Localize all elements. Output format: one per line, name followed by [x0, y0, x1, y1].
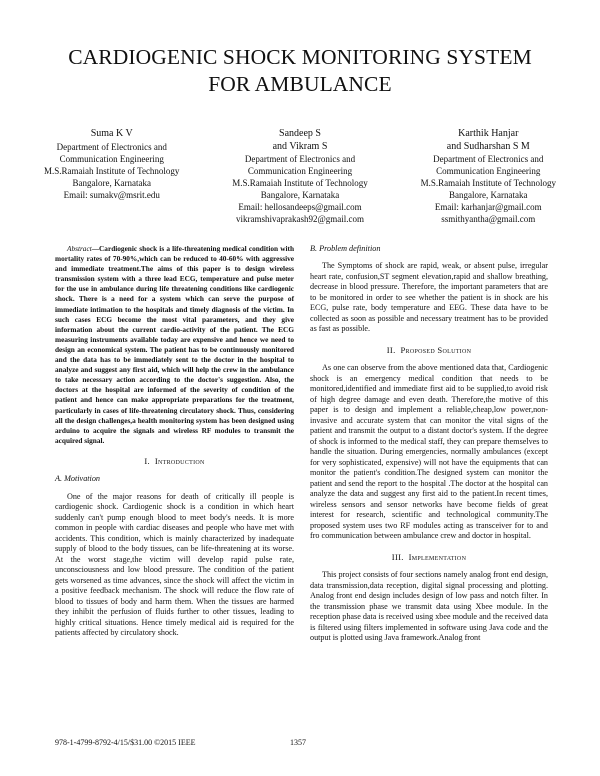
- author-dept: Communication Engineering: [59, 153, 164, 164]
- author-email: Email: sumakv@msrit.edu: [63, 189, 160, 200]
- author-1: [44, 128, 179, 225]
- author-institute: M.S.Ramaiah Institute of Technology: [420, 178, 556, 188]
- abstract-text: —Cardiogenic shock is a life-threatening medical condition with mortality rates of 70-90%,which can be reduced to 40-60% with aggressive and immediate treatment.The aims of this paper is to design wireless transmission system with a three lead ECG, temperature and pulse meter for the use in ambulance during life threatening conditions like cardiogenic shock. There is a need for a system which can serve the purpose of immediate intimation to the hospitals and timely diagnosis of the victim. In such cases ECG become the most vital parameters, and they give information about the current cardio-activity of the patient. The ECG measuring instruments available today are expensive and hence we need to design an economical system. The patient has to be continuously monitored and the data has to be immediately sent to the doctor in the hospital to analyze and suggest any first aid, which will help the crew in the ambulance to take necessary action according to the doctor's suggestion. Also, the doctors at the hospital are informed of the severity of condition of the patient and hence can make appropriate preparations for the treatment, particularly in cases of life-threatening circulatory shock. Thus, considering all the design challenges,a health monitoring system has been designed using arduino to acquire the signals and wireless RF modules to transmit the acquired signal.: [55, 244, 294, 445]
- author-email: ssmithyantha@gmail.com: [441, 214, 536, 224]
- author-location: Bangalore, Karnataka: [72, 177, 151, 188]
- section-title: Introduction: [154, 455, 205, 466]
- author-email: Email: karhanjar@gmail.com: [434, 202, 542, 212]
- author-name: and Sudharshan S M: [446, 140, 530, 152]
- author-location: Bangalore, Karnataka: [449, 190, 528, 200]
- motivation-paragraph: One of the major reasons for death of critically ill people is cardiogenic shock. Cardiogenic shock is a condition in which heart suddenly can't pump enough blood to meet body's needs. It is more common in people with cardiac diseases and people who have met with accidents. This condition, which is mainly characterized by inadequate supply of blood to the body tissues, can be life-threatening at its worse. At the worst stage,the victim will develop rapid pulse rate, unconsciousness and low blood pressure. The condition of the patient gets worsened as time advances, since the shock will affect the victim in a positive feedback mechanism. The shock will reduce the flow rate of blood to tissues of body and harm them. When the tissues are harmed they inhibit the perfusion of fluids further to other tissues, leading to highly critical situations. Hence timely medical aid is required for the patients affected by circulatory shock.: [55, 491, 294, 638]
- author-2: [232, 128, 367, 225]
- section-number: III.: [391, 551, 404, 562]
- author-dept: Communication Engineering: [247, 166, 353, 176]
- author-3: [421, 128, 556, 225]
- author-name: and Vikram S: [272, 140, 328, 152]
- author-name: Sandeep S: [279, 128, 321, 139]
- implementation-paragraph: This project consists of four sections namely analog front end design, data transmission,data reception, digital signal processing and plotting. Analog front end design includes design of low pass and notch filter. In the transmission phase we transmit data using Xbee module. In the reception phase data is received using xbee module and the received data is filtered using filters implemented in software using Java code and the output is plotted using Java framework.Analog front: [310, 570, 548, 643]
- title-line-2: FOR AMBULANCE: [208, 72, 392, 96]
- author-dept: Department of Electronics and: [433, 154, 544, 164]
- paper-title: [40, 44, 560, 98]
- right-column: [310, 244, 548, 644]
- author-institute: M.S.Ramaiah Institute of Technology: [44, 165, 180, 176]
- section-title: Proposed Solution: [400, 344, 472, 355]
- author-location: Bangalore, Karnataka: [260, 190, 340, 200]
- author-dept: Department of Electronics and: [244, 154, 356, 164]
- left-column: [55, 244, 294, 639]
- subsection-heading-problem: B. Problem definition: [310, 244, 381, 253]
- abstract: [55, 244, 294, 446]
- author-name: Suma K V: [90, 128, 133, 139]
- proposed-paragraph: As one can observe from the above mentioned data that, Cardiogenic shock is an emergency medical condition that needs to be monitored,identified and immediate first aid to be supplied,to avoid risk of high degree damage and even death. Therefore,the motive of this paper is to design and implement a reliable,cheap,low power,non-invasive and accurate system that can monitor the vital signs of the patient and transmit the output to a distant doctor's system. If the degree of shock is informed to the medical staff, they can prepare themselves to handle the situation. During emergencies, normally ambulances (except for very sophisticated, expensive) will not have the equipments that can monitor the patient's condition.The designed system can monitor the patient and send the report to the hospital .The doctor at the hospital can analyze the data and suggest any first aid to the patient.In recent times, wireless sensors and sensor networks have become fields of great interest for research, scientific and technological community.The proposed system uses two RF modules acting as transceiver for to and fro communication between ambulance crew and doctor in hospital.: [310, 363, 548, 541]
- author-email: vikramshivaprakash92@gmail.com: [235, 214, 364, 224]
- author-email: Email: hellosandeeps@gmail.com: [238, 202, 362, 212]
- abstract-label: Abstract: [67, 244, 92, 253]
- author-institute: M.S.Ramaiah Institute of Technology: [232, 178, 368, 188]
- section-number: II.: [386, 344, 396, 355]
- title-line-1: CARDIOGENIC SHOCK MONITORING SYSTEM: [68, 45, 532, 69]
- section-heading-implementation: [310, 552, 548, 562]
- section-heading-introduction: [55, 456, 294, 466]
- subsection-heading-motivation: A. Motivation: [55, 474, 101, 484]
- author-name: Karthik Hanjar: [458, 128, 519, 139]
- section-number: I.: [144, 455, 150, 466]
- author-dept: Communication Engineering: [436, 166, 541, 176]
- problem-paragraph: The Symptoms of shock are rapid, weak, or absent pulse, irregular heart rate, confusion,ST segment elevation,rapid and shallow breathing, decrease in blood pressure. Therefore, the important parameters that are to be monitored in order to see whether the patient is in shock are his ECG, pulse rate, body temperature and EEG. These data have to be collected as soon as possible and necessary treatment has to be provided as fast as possible.: [310, 261, 548, 334]
- author-block: [44, 128, 556, 225]
- page-number: 1357: [290, 738, 306, 747]
- section-heading-proposed-solution: [310, 345, 548, 355]
- section-title: Implementation: [408, 551, 467, 562]
- author-dept: Department of Electronics and: [56, 141, 167, 152]
- footer-isbn: 978-1-4799-8792-4/15/$31.00 ©2015 IEEE: [55, 738, 196, 747]
